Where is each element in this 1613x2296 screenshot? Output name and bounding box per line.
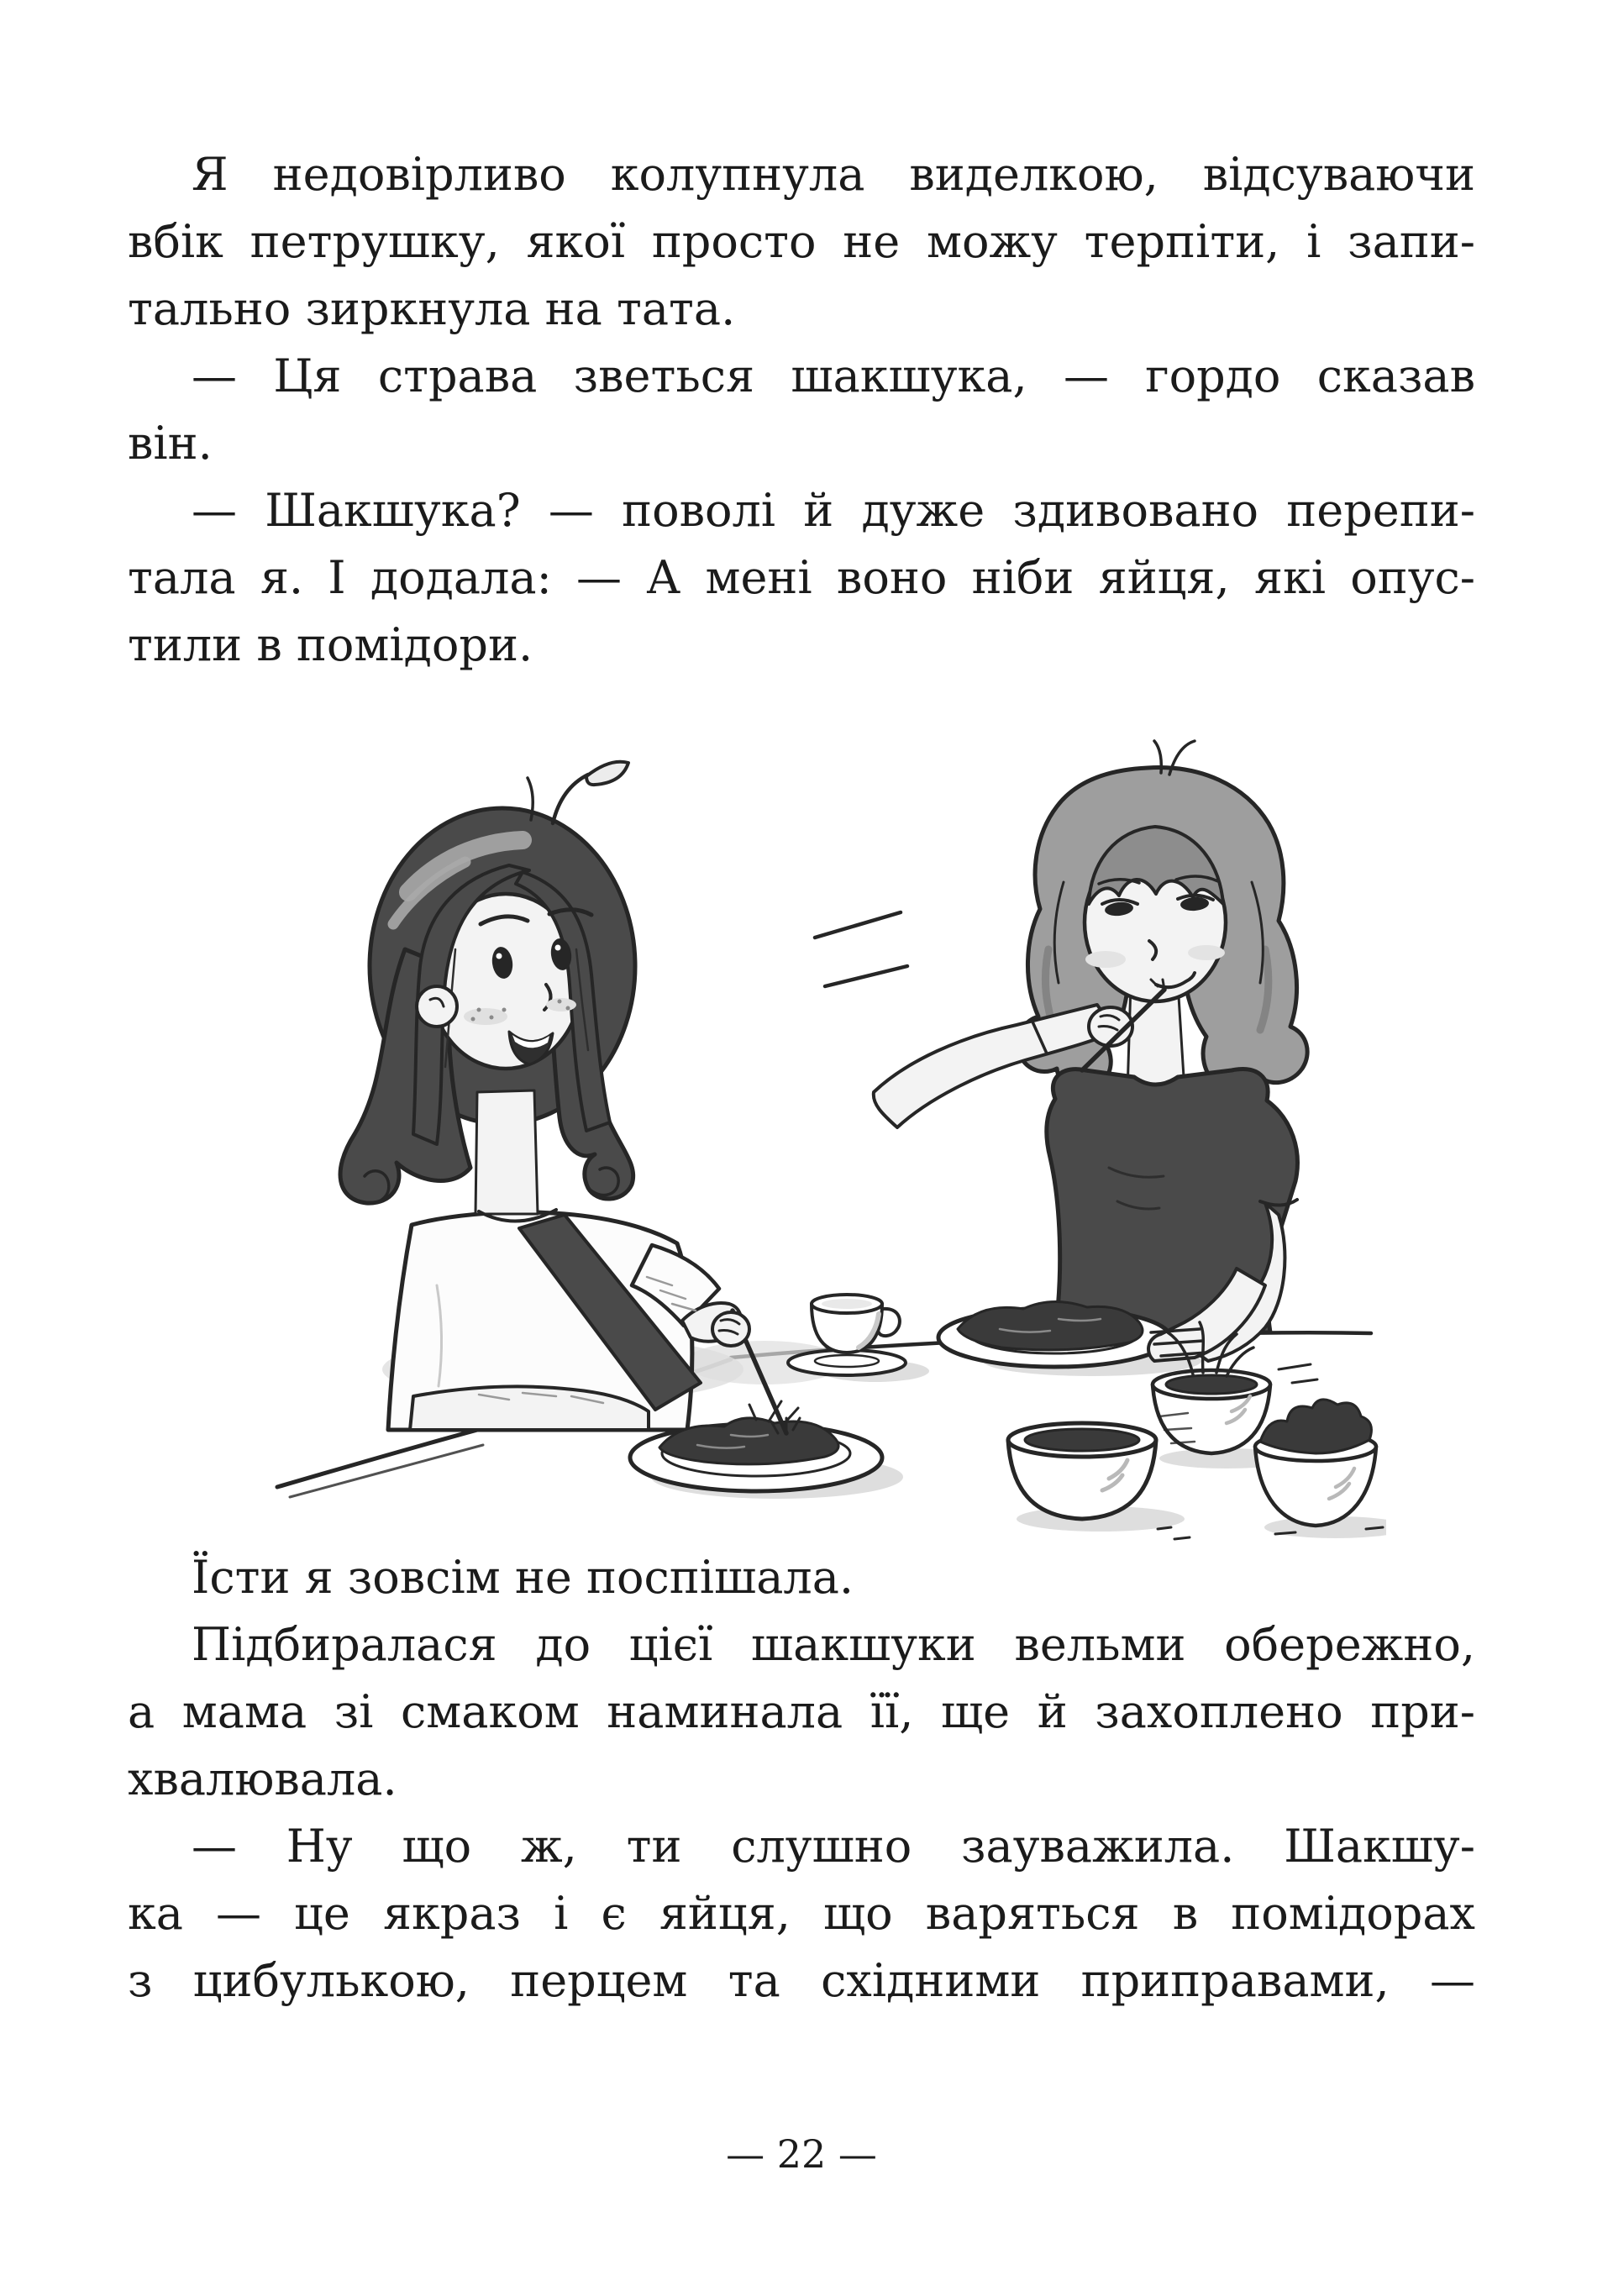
- text-line: — Ну що ж, ти слушно зауважила. Шакшу-: [192, 1820, 1475, 1873]
- story-illustration: [143, 697, 1386, 1546]
- text-line: тили в помідори.: [128, 618, 533, 671]
- text-line: тала я. І додала: — А мені воно ніби яйця, які опус-: [128, 551, 1475, 604]
- girl-figure: [340, 762, 741, 1430]
- dark-food-lumps: [1260, 1400, 1371, 1453]
- text-line: а мама зі смаком наминала її, ще й захоплено при-: [128, 1685, 1475, 1738]
- shakshuka-food: [958, 1301, 1143, 1349]
- text-line: — Ця страва зветься шакшука, — гордо сказав: [192, 349, 1475, 402]
- paragraph: [128, 1813, 1475, 2015]
- girl-ear: [417, 986, 457, 1027]
- text-line: хвалювала.: [128, 1752, 397, 1805]
- top-text-block: [128, 141, 1475, 679]
- text-line: тально зиркнула на тата.: [128, 282, 736, 335]
- espresso-cup: [788, 1295, 929, 1382]
- bottom-text-block: [128, 1544, 1475, 2015]
- text-line: вбік петрушку, якої просто не можу терпіти, і запи-: [128, 215, 1475, 268]
- paragraph: [128, 343, 1475, 477]
- mom-figure: [874, 741, 1307, 1332]
- girl-hand: [712, 1312, 749, 1346]
- text-line: — Шакшука? — поволі й дуже здивовано перепи-: [192, 484, 1475, 537]
- text-line: з цибулькою, перцем та східними приправами, —: [128, 1954, 1475, 2007]
- text-line: Підбиралася до цієї шакшуки вельми обережно,: [192, 1618, 1475, 1671]
- text-line: він.: [128, 417, 213, 470]
- hair-tuft: [586, 762, 628, 785]
- motion-lines: [815, 912, 907, 986]
- text-line: Їсти я зовсім не поспішала.: [192, 1551, 854, 1604]
- paragraph: [128, 1611, 1475, 1813]
- page-number: — 22 —: [726, 2131, 877, 2177]
- paragraph: [128, 477, 1475, 679]
- text-line: Я недовірливо колупнула виделкою, відсуваючи: [192, 148, 1475, 201]
- paragraph: [128, 1544, 1475, 1611]
- paragraph: [128, 141, 1475, 343]
- bowl-center: [1008, 1423, 1190, 1539]
- text-line: ка — це якраз і є яйця, що варяться в помідорах: [128, 1887, 1475, 1940]
- bowl-right: [1255, 1400, 1386, 1538]
